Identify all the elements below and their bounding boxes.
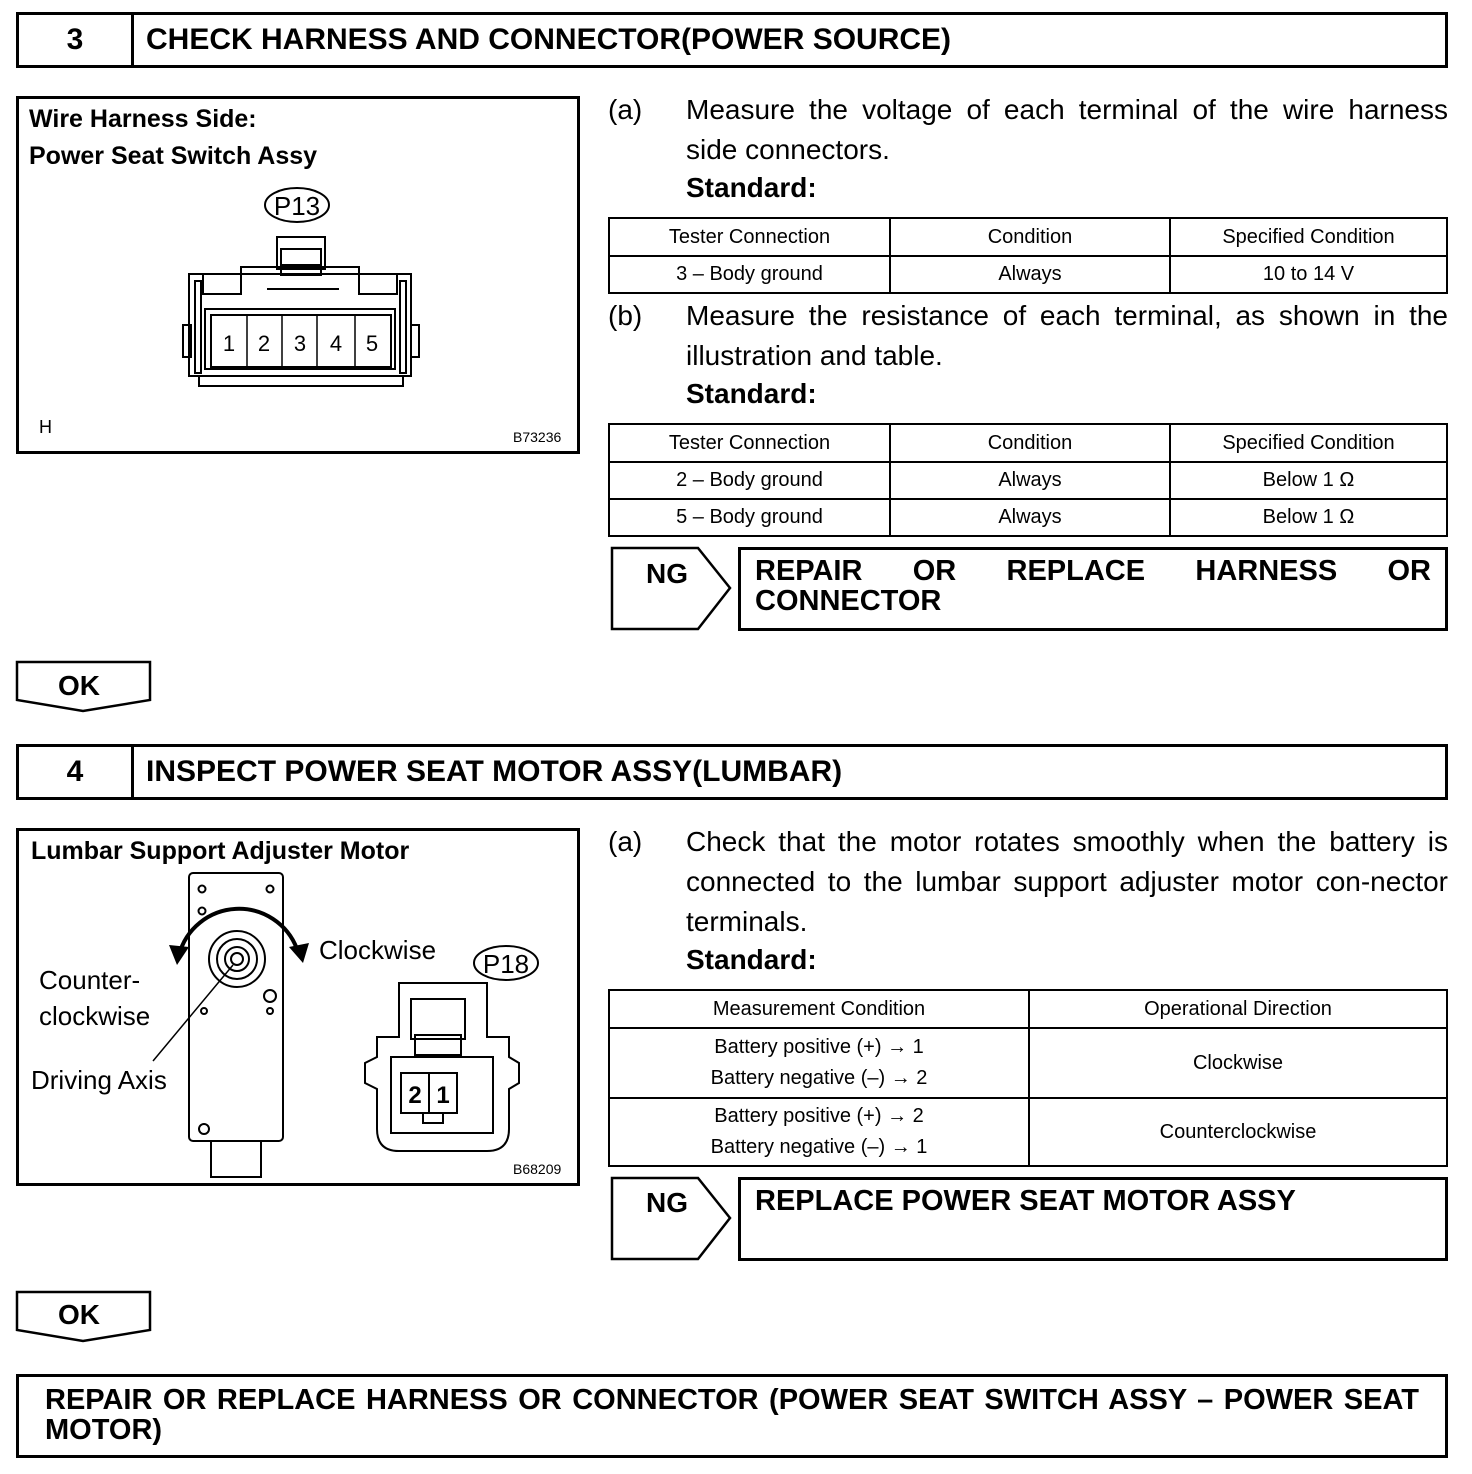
driving-axis-leader (153, 965, 233, 1061)
ok-label: OK (58, 670, 100, 701)
table-header-row (609, 218, 1447, 256)
table-cell: Always (890, 499, 1170, 536)
table-cell: Always (890, 256, 1170, 293)
pin-2: 2 (408, 1082, 422, 1109)
connector-p13-diagram (19, 99, 577, 451)
motor-operation-table (608, 989, 1448, 1167)
final-action-box (16, 1374, 1448, 1458)
table-cell: 3 – Body ground (609, 256, 890, 293)
table-header: Tester Connection (609, 218, 890, 256)
final-action-text: REPAIR OR REPLACE HARNESS OR CONNECTOR (POWER SEAT SWITCH ASSY – POWER SEAT MOTOR) (45, 1384, 1419, 1446)
table-header-row (609, 990, 1447, 1028)
table-header: Tester Connection (609, 424, 890, 462)
step3-para-b (608, 296, 1448, 378)
table-cell (609, 1098, 1029, 1166)
ng-label: NG (646, 1187, 688, 1218)
connector-id-label: P13 (273, 191, 321, 221)
ng-action-box (738, 1177, 1448, 1261)
standard-label: Standard: (686, 172, 817, 203)
step-3-header (16, 12, 1448, 68)
table-row (609, 499, 1447, 536)
clockwise-arrowhead (289, 943, 309, 963)
connector-figure-p13 (16, 96, 580, 454)
figure-code: B73236 (513, 429, 562, 445)
step-title: CHECK HARNESS AND CONNECTOR(POWER SOURCE) (146, 23, 952, 56)
para-text: Measure the resistance of each terminal, as shown in the illustration and table. (686, 300, 1448, 371)
step-number: 4 (19, 747, 134, 797)
table-row (609, 1028, 1447, 1098)
table-cell: Counterclockwise (1029, 1098, 1447, 1166)
voltage-spec-table (608, 217, 1448, 294)
ng-label: NG (646, 558, 688, 589)
standard-label: Standard: (686, 944, 817, 975)
table-row (609, 462, 1447, 499)
step4-para-a (608, 822, 1448, 944)
table-header: Specified Condition (1170, 218, 1447, 256)
table-header: Condition (890, 218, 1170, 256)
counterclockwise-arrowhead (169, 945, 189, 965)
table-cell: 10 to 14 V (1170, 256, 1447, 293)
counterclockwise-label-line1: Counter- (39, 965, 141, 995)
condition-line2: Battery negative (–) → 1 (710, 1136, 928, 1158)
figure-title-line2: Power Seat Switch Assy (29, 142, 318, 170)
pin-5: 5 (365, 331, 379, 356)
connector-id-label: P18 (482, 949, 530, 979)
table-header: Specified Condition (1170, 424, 1447, 462)
resistance-spec-table (608, 423, 1448, 537)
para-label: (a) (608, 94, 643, 125)
pin-2: 2 (257, 331, 271, 356)
pin-1: 1 (436, 1082, 450, 1109)
connector-p13-housing (183, 237, 419, 386)
figure-title: Lumbar Support Adjuster Motor (31, 837, 410, 865)
figure-corner-mark: H (39, 417, 52, 437)
para-label: (a) (608, 826, 643, 857)
ng-action-box (738, 547, 1448, 631)
table-cell: 5 – Body ground (609, 499, 890, 536)
step-4-header (16, 744, 1448, 800)
connector-p18-housing (365, 983, 519, 1151)
condition-line1: Battery positive (+) → 2 (714, 1105, 924, 1127)
table-cell (609, 1028, 1029, 1098)
para-label: (b) (608, 300, 643, 331)
pin-1: 1 (222, 331, 236, 356)
table-cell: Below 1 Ω (1170, 462, 1447, 499)
lumbar-motor-figure (16, 828, 580, 1186)
ng-action-text: REPLACE POWER SEAT MOTOR ASSY (755, 1185, 1296, 1217)
counterclockwise-label-line2: clockwise (39, 1001, 151, 1031)
driving-axis-label: Driving Axis (31, 1065, 167, 1095)
condition-line1: Battery positive (+) → 1 (714, 1036, 924, 1058)
ok-label: OK (58, 1299, 100, 1330)
table-header-row (609, 424, 1447, 462)
pin-3: 3 (293, 331, 307, 356)
table-row (609, 256, 1447, 293)
table-cell: Below 1 Ω (1170, 499, 1447, 536)
para-text: Measure the voltage of each terminal of the wire harness side connectors. (686, 94, 1448, 165)
pin-4: 4 (329, 331, 343, 356)
step-number: 3 (19, 15, 134, 65)
table-row (609, 1098, 1447, 1166)
para-text: Check that the motor rotates smoothly when the battery is connected to the lumbar support adjuster motor con-nector terminals. (686, 826, 1448, 937)
table-header: Condition (890, 424, 1170, 462)
table-header: Measurement Condition (609, 990, 1029, 1028)
table-cell: 2 – Body ground (609, 462, 890, 499)
step-title: INSPECT POWER SEAT MOTOR ASSY(LUMBAR) (146, 755, 843, 788)
ng-action-text: REPAIR OR REPLACE HARNESS OR CONNECTOR (755, 555, 1431, 617)
condition-line2: Battery negative (–) → 2 (710, 1067, 928, 1089)
figure-title-line1: Wire Harness Side: (29, 105, 257, 133)
figure-code: B68209 (513, 1161, 562, 1177)
step3-para-a (608, 90, 1448, 172)
clockwise-label: Clockwise (319, 935, 437, 965)
table-cell: Always (890, 462, 1170, 499)
table-header: Operational Direction (1029, 990, 1447, 1028)
standard-label: Standard: (686, 378, 817, 409)
table-cell: Clockwise (1029, 1028, 1447, 1098)
